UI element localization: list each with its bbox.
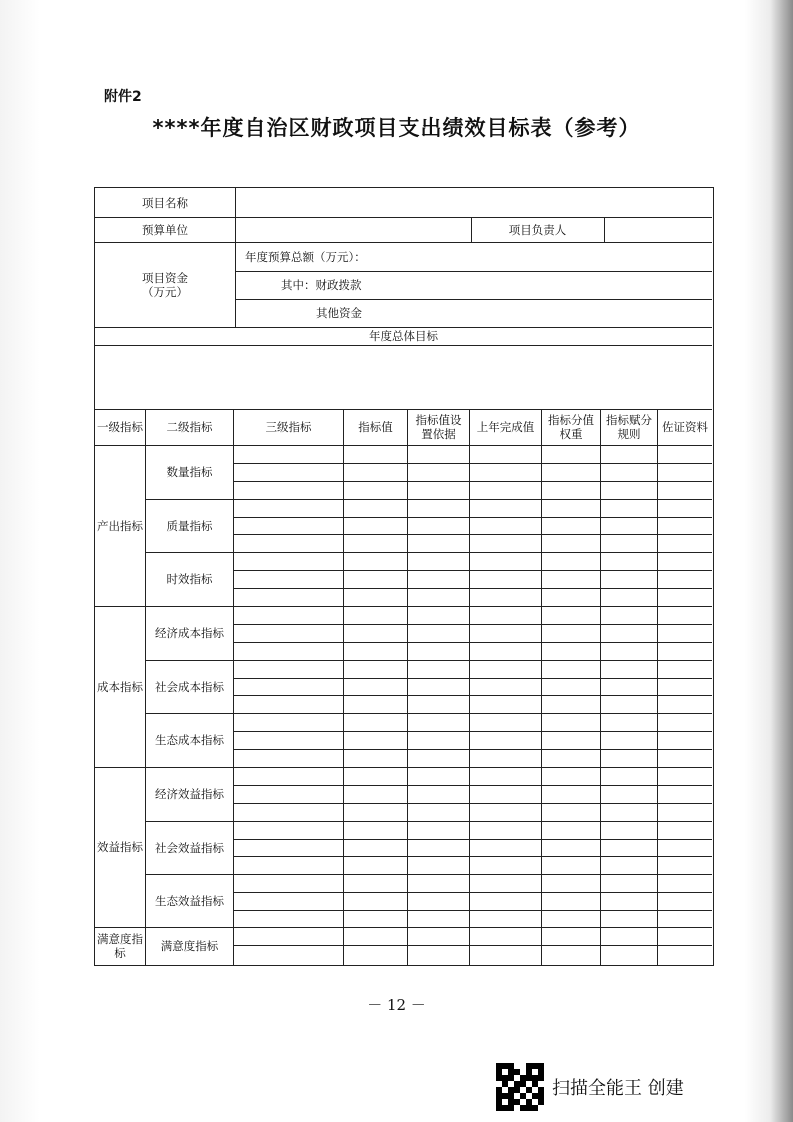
table-rule <box>541 409 542 965</box>
table-rule <box>233 856 712 857</box>
qr-code-icon <box>496 1063 544 1111</box>
col-header-basis-line2: 置依据 <box>421 427 456 441</box>
table-rule <box>600 409 601 965</box>
table-rule <box>233 517 712 518</box>
level1-satisfaction-line1: 满意度指 <box>97 932 143 946</box>
col-header-basis-line1: 指标值设 <box>415 413 462 427</box>
col-header-last-year: 上年完成值 <box>476 420 535 434</box>
project-funds-label <box>95 242 235 327</box>
col-header-evidence: 佐证资料 <box>662 420 708 434</box>
table-rule <box>469 409 470 965</box>
table-rule <box>233 588 712 589</box>
col-header-basis <box>408 409 469 445</box>
table-rule <box>233 409 234 965</box>
col-header-weight-line1: 指标分值 <box>548 413 594 427</box>
project-funds-text: 项目资金 <box>142 270 188 285</box>
col-header-scoring-rule <box>601 409 657 445</box>
table-rule <box>233 695 712 696</box>
table-rule <box>233 678 712 679</box>
col-header-scoring-line1: 指标赋分 <box>606 413 652 427</box>
table-rule <box>233 892 712 893</box>
table-rule <box>233 624 712 625</box>
project-leader-field[interactable] <box>605 217 712 242</box>
level2-timeliness: 时效指标 <box>166 572 213 586</box>
level2-social-benefit: 社会效益指标 <box>155 840 224 855</box>
budget-unit-field[interactable] <box>236 217 471 242</box>
attachment-label: 附件2 <box>104 89 142 105</box>
col-header-level3: 三级指标 <box>265 420 312 434</box>
project-funds-unit: （万元） <box>142 284 188 299</box>
col-header-weight <box>542 409 600 445</box>
performance-goal-form <box>94 187 714 966</box>
table-rule <box>407 409 408 965</box>
level2-ecological-benefit: 生态效益指标 <box>155 893 224 908</box>
level2-economic-benefit: 经济效益指标 <box>155 787 224 801</box>
level1-satisfaction-line2: 标 <box>114 946 126 960</box>
project-name-label: 项目名称 <box>142 195 188 210</box>
col-header-level2: 二级指标 <box>166 420 213 434</box>
level2-quality: 质量指标 <box>166 518 213 533</box>
page-title: ****年度自治区财政项目支出绩效目标表（参考） <box>152 116 641 140</box>
col-header-weight-line2: 权重 <box>559 427 583 441</box>
col-header-scoring-line2: 规则 <box>617 427 641 441</box>
table-rule <box>343 409 344 965</box>
level1-benefit: 效益指标 <box>97 840 143 854</box>
level2-social-cost: 社会成本指标 <box>155 679 224 694</box>
table-rule <box>233 570 712 571</box>
page-number: － 12 － <box>367 996 426 1014</box>
table-rule <box>233 534 712 535</box>
level2-quantity: 数量指标 <box>166 465 213 479</box>
annual-overall-goal-label: 年度总体目标 <box>369 329 438 343</box>
scanner-label: 扫描全能王 创建 <box>552 1078 684 1099</box>
project-leader-label: 项目负责人 <box>508 222 567 237</box>
table-rule <box>233 749 712 750</box>
level1-cost: 成本指标 <box>97 679 143 694</box>
level2-satisfaction: 满意度指标 <box>160 939 219 953</box>
fiscal-appropriation-label: 其中：财政拨款 <box>281 278 362 292</box>
col-header-indicator-value: 指标值 <box>358 420 393 434</box>
level2-economic-cost: 经济成本指标 <box>155 626 224 640</box>
table-rule <box>233 839 712 840</box>
annual-budget-total-label: 年度预算总额（万元）： <box>245 249 366 264</box>
level2-ecological-cost: 生态成本指标 <box>155 733 224 747</box>
level1-satisfaction <box>95 927 145 965</box>
table-rule <box>233 731 712 732</box>
table-rule <box>233 910 712 911</box>
table-rule <box>233 803 712 804</box>
table-rule <box>657 409 658 965</box>
scanner-watermark <box>496 1063 684 1111</box>
project-name-field[interactable] <box>236 188 712 217</box>
table-rule <box>233 945 712 946</box>
other-funds-label: 其他资金 <box>316 306 362 320</box>
col-header-level1: 一级指标 <box>97 420 143 434</box>
annual-overall-goal-field[interactable] <box>95 345 712 409</box>
level1-output: 产出指标 <box>97 518 143 533</box>
table-rule <box>233 463 712 464</box>
table-rule <box>233 642 712 643</box>
budget-unit-label: 预算单位 <box>142 222 188 237</box>
table-rule <box>233 785 712 786</box>
table-rule <box>233 481 712 482</box>
